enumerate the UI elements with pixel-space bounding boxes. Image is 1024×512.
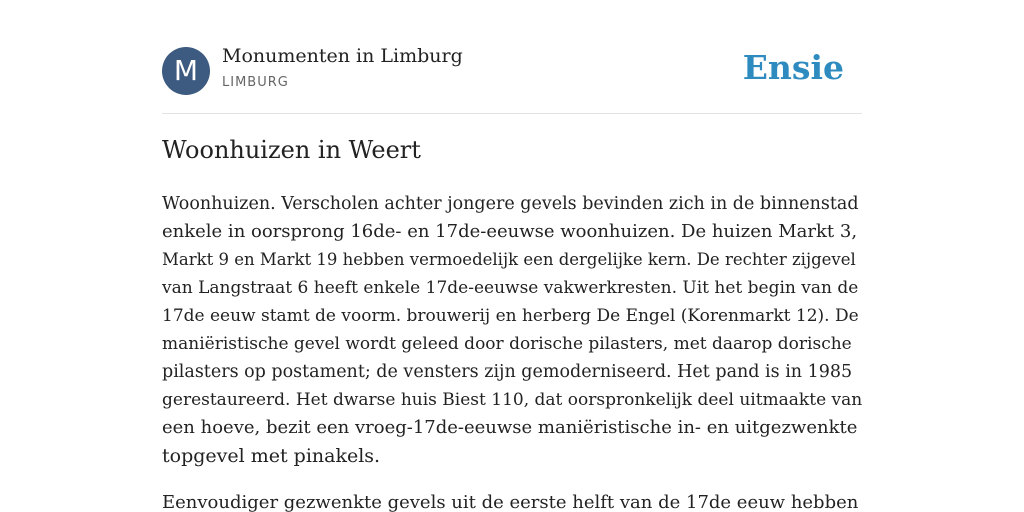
header — [162, 0, 862, 114]
site-subtitle[interactable]: LIMBURG — [222, 75, 289, 90]
paragraph-line: Eenvoudiger gezwenkte gevels uit de eerste helft van de 17de eeuw hebben — [162, 492, 859, 512]
brand-logo[interactable]: Ensie — [742, 48, 844, 87]
paragraph-line: Markt 9 en Markt 19 hebben vermoedelijk een dergelijke kern. De rechter zijgevel — [162, 250, 856, 269]
paragraph-line: enkele in oorsprong 16de- en 17de-eeuwse woonhuizen. De huizen Markt 3, — [162, 221, 858, 242]
page-container — [162, 0, 863, 512]
article-paragraph-1 — [162, 190, 862, 470]
paragraph-line: topgevel met pinakels. — [162, 445, 381, 467]
paragraph-line: een hoeve, bezit een vroeg-17de-eeuwse maniëristische in- en uitgezwenkte — [162, 417, 858, 438]
site-title[interactable]: Monumenten in Limburg — [222, 45, 463, 67]
paragraph-line: Woonhuizen. Verscholen achter jongere gevels bevinden zich in de binnenstad — [162, 194, 859, 214]
paragraph-line: pilasters op postament; de vensters zijn gemoderniseerd. Het pand is in 1985 — [162, 362, 853, 382]
paragraph-line: maniëristische gevel wordt geleed door dorische pilasters, met daarop dorische — [162, 334, 852, 354]
paragraph-line: van Langstraat 6 heeft enkele 17de-eeuwse vakwerkresten. Uit het begin van de — [162, 278, 859, 298]
paragraph-line: 17de eeuw stamt de voorm. brouwerij en herberg De Engel (Korenmarkt 12). De — [162, 306, 859, 326]
avatar[interactable]: M — [162, 47, 210, 95]
article-title: Woonhuizen in Weert — [162, 136, 421, 164]
paragraph-line: gerestaureerd. Het dwarse huis Biest 110, dat oorspronkelijk deel uitmaakte van — [162, 390, 863, 410]
article-paragraph-2 — [162, 489, 862, 512]
